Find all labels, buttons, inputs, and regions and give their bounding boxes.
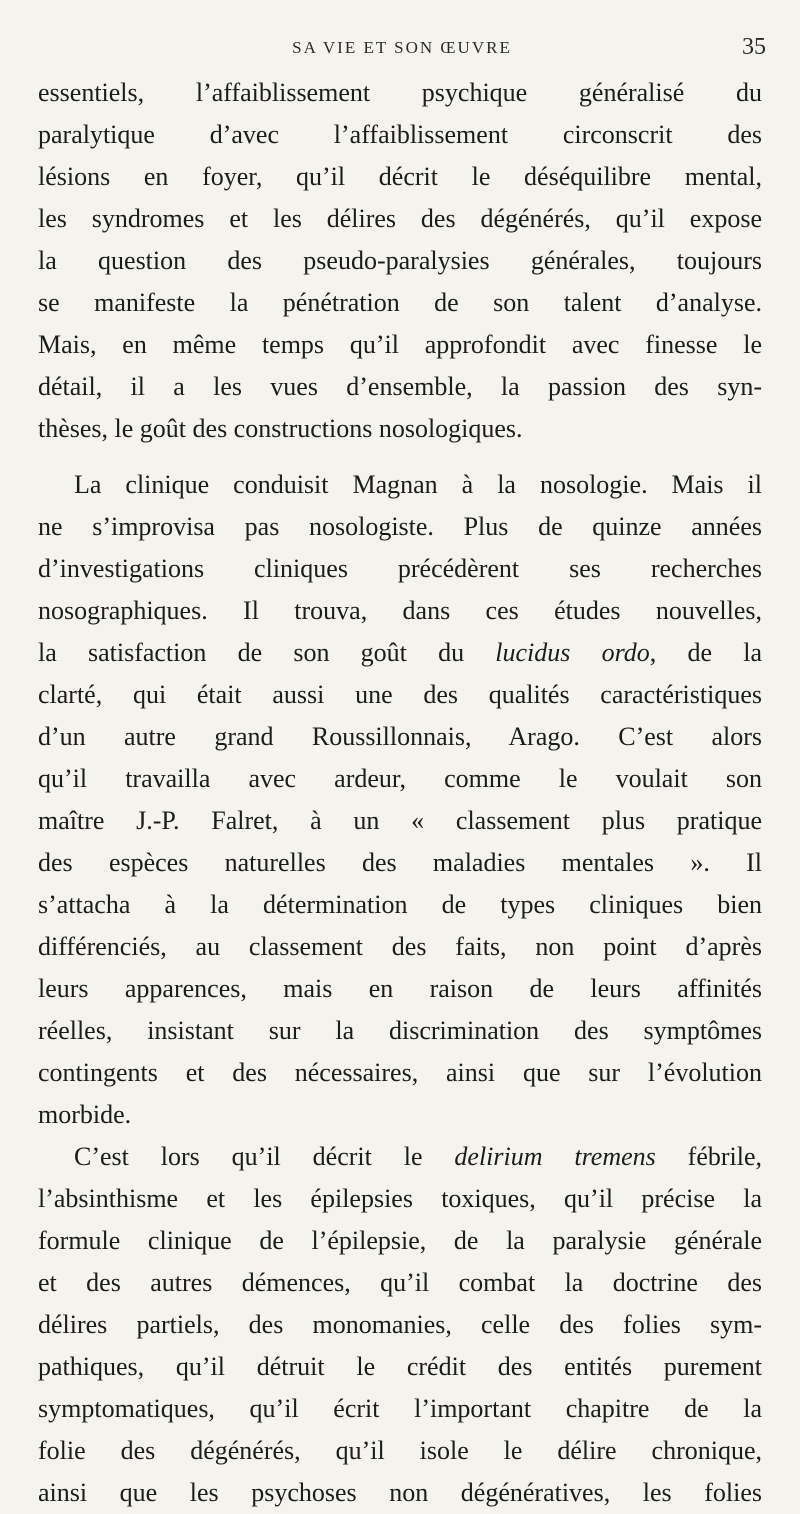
- italic-phrase: delirium tremens: [454, 1142, 656, 1171]
- text-line: contingents et des nécessaires, ainsi que sur l’évolution: [38, 1058, 762, 1087]
- text-line: maître J.-P. Falret, à un « classement plus pratique: [38, 806, 762, 835]
- text-line: des espèces naturelles des maladies mentales ». Il: [38, 848, 762, 877]
- text-line: la satisfaction de son goût du lucidus ordo, de la: [38, 638, 762, 667]
- text-line: thèses, le goût des constructions nosologiques.: [38, 414, 523, 443]
- text-line: clarté, qui était aussi une des qualités caractéristiques: [38, 680, 762, 709]
- body-text: [38, 72, 762, 1514]
- running-head: [38, 34, 766, 64]
- text-line: formule clinique de l’épilepsie, de la paralysie générale: [38, 1226, 762, 1255]
- text-line: morbide.: [38, 1100, 132, 1129]
- text-line: ne s’improvisa pas nosologiste. Plus de quinze années: [38, 512, 762, 541]
- text-line: Mais, en même temps qu’il approfondit avec finesse le: [38, 330, 762, 359]
- text-line: différenciés, au classement des faits, non point d’après: [38, 932, 762, 961]
- text-line: nosographiques. Il trouva, dans ces études nouvelles,: [38, 596, 762, 625]
- text-line: délires partiels, des monomanies, celle des folies sym-: [38, 1310, 762, 1339]
- text-line: détail, il a les vues d’ensemble, la passion des syn-: [38, 372, 762, 401]
- paragraph-1: [38, 72, 762, 450]
- text-line: leurs apparences, mais en raison de leurs affinités: [38, 974, 762, 1003]
- text-line: se manifeste la pénétration de son talent d’analyse.: [38, 288, 762, 317]
- text-line: ainsi que les psychoses non dégénératives, les folies: [38, 1478, 762, 1507]
- text-line: symptomatiques, qu’il écrit l’important chapitre de la: [38, 1394, 762, 1423]
- paragraph-2: [38, 464, 762, 1136]
- paragraph-gap: [38, 450, 762, 464]
- text-line: folie des dégénérés, qu’il isole le délire chronique,: [38, 1436, 762, 1465]
- text-line: et des autres démences, qu’il combat la doctrine des: [38, 1268, 762, 1297]
- text-line: essentiels, l’affaiblissement psychique généralisé du: [38, 78, 762, 107]
- text-line: La clinique conduisit Magnan à la nosologie. Mais il: [74, 470, 762, 499]
- text-line: C’est lors qu’il décrit le delirium tremens fébrile,: [74, 1142, 763, 1171]
- page-number: 35: [742, 34, 766, 60]
- paragraph-3: [38, 1136, 762, 1514]
- text-line: lésions en foyer, qu’il décrit le déséquilibre mental,: [38, 162, 762, 191]
- text-line: la question des pseudo-paralysies générales, toujours: [38, 246, 762, 275]
- running-title: SA VIE ET SON ŒUVRE: [292, 38, 512, 57]
- italic-phrase: lucidus ordo: [495, 638, 650, 667]
- text-line: pathiques, qu’il détruit le crédit des entités purement: [38, 1352, 762, 1381]
- text-line: d’investigations cliniques précédèrent ses recherches: [38, 554, 762, 583]
- text-line: paralytique d’avec l’affaiblissement circonscrit des: [38, 120, 762, 149]
- text-line: s’attacha à la détermination de types cliniques bien: [38, 890, 762, 919]
- text-line: les syndromes et les délires des dégénérés, qu’il expose: [38, 204, 762, 233]
- text-line: qu’il travailla avec ardeur, comme le voulait son: [38, 764, 762, 793]
- text-line: l’absinthisme et les épilepsies toxiques, qu’il précise la: [38, 1184, 762, 1213]
- text-line: réelles, insistant sur la discrimination des symptômes: [38, 1016, 762, 1045]
- text-line: d’un autre grand Roussillonnais, Arago. C’est alors: [38, 722, 762, 751]
